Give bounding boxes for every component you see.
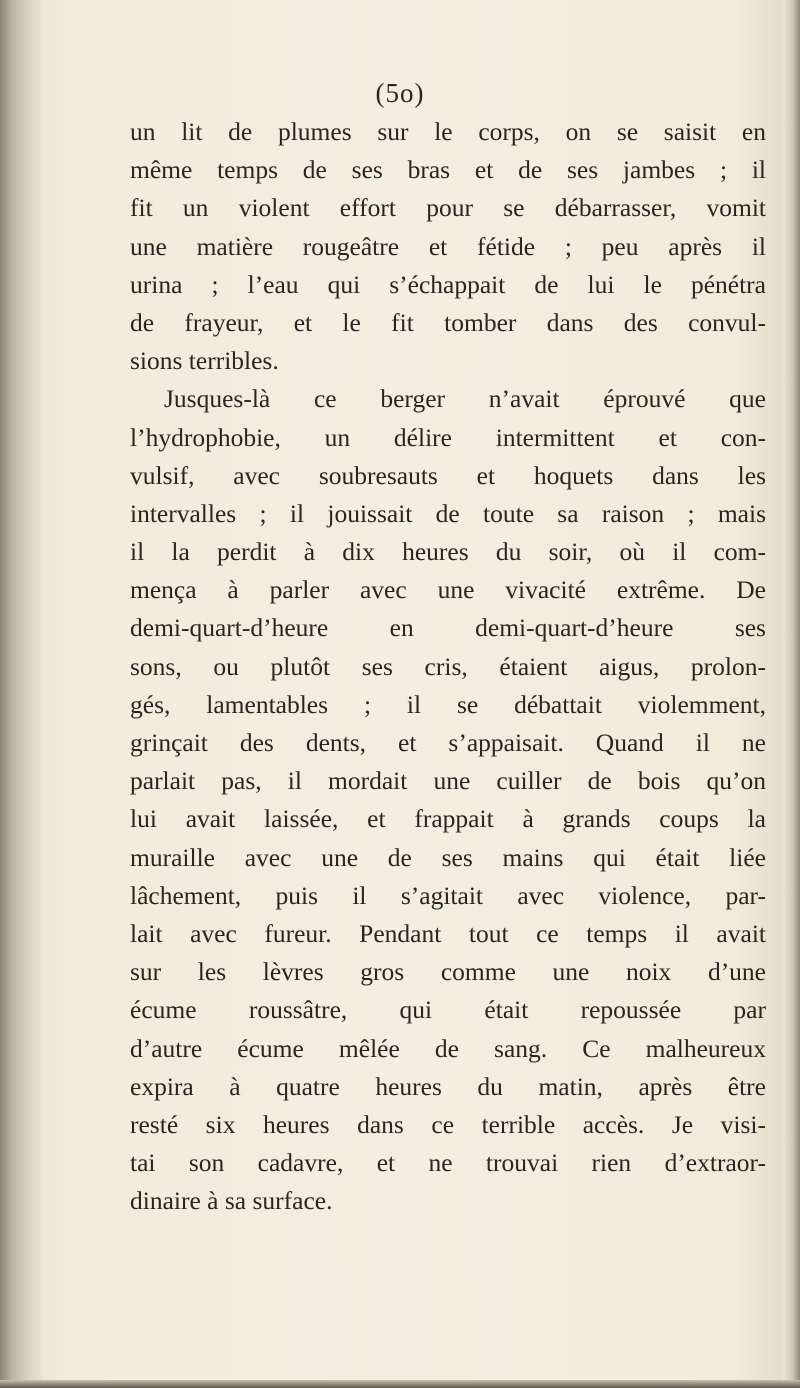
text-line: sons, ou plutôt ses cris, étaient aigus, prolon- [130, 651, 766, 681]
text-line: demi-quart-d’heure en demi-quart-d’heure ses [130, 613, 766, 643]
text-line: urina ; l’eau qui s’échappait de lui le pénétra [130, 269, 766, 299]
text-line: parlait pas, il mordait une cuiller de bois qu’on [130, 766, 766, 796]
text-line: tai son cadavre, et ne trouvai rien d’extraor- [130, 1148, 766, 1178]
text-line: grinçait des dents, et s’appaisait. Quand il ne [130, 728, 766, 757]
page-right-edge [782, 0, 800, 1388]
text-line: dinaire à sa surface. [130, 1186, 333, 1216]
text-line: fit un violent effort pour se débarrasser, vomit [130, 193, 766, 223]
text-line: même temps de ses bras et de ses jambes ; il [130, 155, 766, 185]
text-line: écume roussâtre, qui était repoussée par [130, 995, 766, 1025]
page-number: (5o) [375, 78, 425, 108]
text-line: muraille avec une de ses mains qui était liée [130, 842, 766, 872]
text-line: lâchement, puis il s’agitait avec violence, par- [130, 880, 766, 910]
text-line: vulsif, avec soubresauts et hoquets dans les [130, 460, 766, 490]
text-line: lui avait laissée, et frappait à grands coups la [130, 804, 766, 834]
text-line: un lit de plumes sur le corps, on se saisit en [130, 117, 766, 146]
text-line: sions terribles. [130, 346, 279, 376]
text-line: gés, lamentables ; il se débattait violemment, [130, 689, 766, 719]
text-line: une matière rougeâtre et fétide ; peu après il [130, 231, 766, 261]
text-line: sur les lèvres gros comme une noix d’une [130, 957, 766, 987]
text-line: intervalles ; il jouissait de toute sa raison ; mais [130, 498, 766, 528]
text-line: lait avec fureur. Pendant tout ce temps il avait [130, 918, 766, 948]
text-line: l’hydrophobie, un délire intermittent et con- [130, 422, 766, 452]
text-line: expira à quatre heures du matin, après être [130, 1071, 766, 1101]
text-line: de frayeur, et le fit tomber dans des convul- [130, 307, 766, 337]
book-binding-edge [0, 0, 42, 1388]
text-line: Jusques-là ce berger n’avait éprouvé que [164, 384, 766, 414]
text-line: d’autre écume mêlée de sang. Ce malheureux [130, 1033, 766, 1063]
text-line: resté six heures dans ce terrible accès. Je visi- [130, 1109, 766, 1139]
text-line: il la perdit à dix heures du soir, où il com- [130, 537, 766, 567]
text-line: mença à parler avec une vivacité extrême. De [130, 575, 766, 605]
body-text [130, 113, 766, 1220]
page-bottom-edge [0, 1380, 800, 1388]
